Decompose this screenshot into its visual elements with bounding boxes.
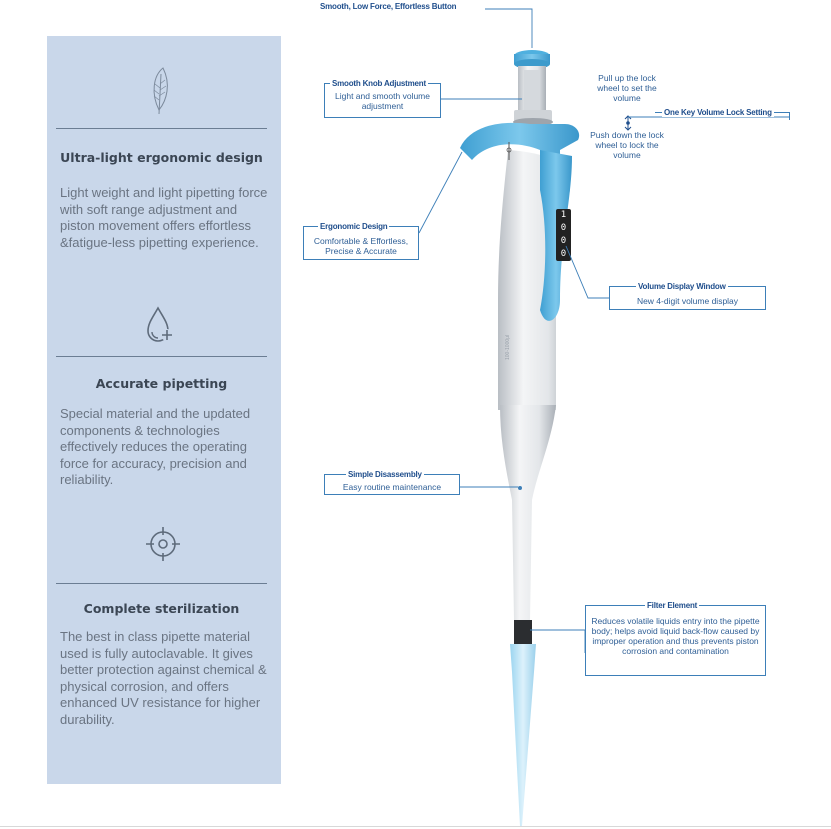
volume-digit: 0 xyxy=(560,236,567,246)
ergonomic-callout-description: Comfortable & Effortless, Precise & Accurate xyxy=(313,236,409,256)
lock-push-note: Push down the lock wheel to lock the volume xyxy=(590,130,664,160)
disassembly-callout-description: Easy routine maintenance xyxy=(342,482,442,492)
feature-title: Complete sterilization xyxy=(83,601,240,616)
feature-description: Special material and the updated components & technologies effectively reduces the operating force for accuracy, precision and reliability. xyxy=(60,406,251,487)
volume-digit: 0 xyxy=(560,223,567,233)
bottom-rule xyxy=(0,826,831,827)
display-callout-description: New 4-digit volume display xyxy=(636,296,739,306)
feature-title: Ultra-light ergonomic design xyxy=(60,150,263,165)
knob-callout-description: Light and smooth volume adjustment xyxy=(335,91,430,111)
filter-callout-title: Filter Element xyxy=(647,601,698,610)
feature-description: Light weight and light pipetting force with soft range adjustment and piston movement offers effortless &fatigue-less pipetting experience. xyxy=(60,185,268,250)
lock-pull-note: Pull up the lock wheel to set the volume xyxy=(597,73,657,103)
display-callout-title: Volume Display Window xyxy=(638,282,726,291)
barrel-volume-label: 100-1000μl xyxy=(505,334,511,360)
feature-title: Accurate pipetting xyxy=(95,376,228,391)
knob-callout-title: Smooth Knob Adjustment xyxy=(332,79,426,88)
feature-description: The best in class pipette material used is fully autoclavable. It gives better protection against chemical & physical corrosion, and offers enhanced UV resistance for higher durability. xyxy=(60,629,267,727)
volume-digit: 0 xyxy=(560,249,567,259)
disassembly-callout-title: Simple Disassembly xyxy=(348,470,422,479)
filter-callout-description: Reduces volatile liquids entry into the pipette body; helps avoid liquid back-flow caused by improper operation and thus prevents piston corrosion and contamination xyxy=(591,616,760,656)
button-callout-title: Smooth, Low Force, Effortless Button xyxy=(320,2,457,11)
lock-callout-title: One Key Volume Lock Setting xyxy=(664,108,772,117)
ergonomic-callout-title: Ergonomic Design xyxy=(320,222,388,231)
volume-digit: 1 xyxy=(560,210,567,220)
